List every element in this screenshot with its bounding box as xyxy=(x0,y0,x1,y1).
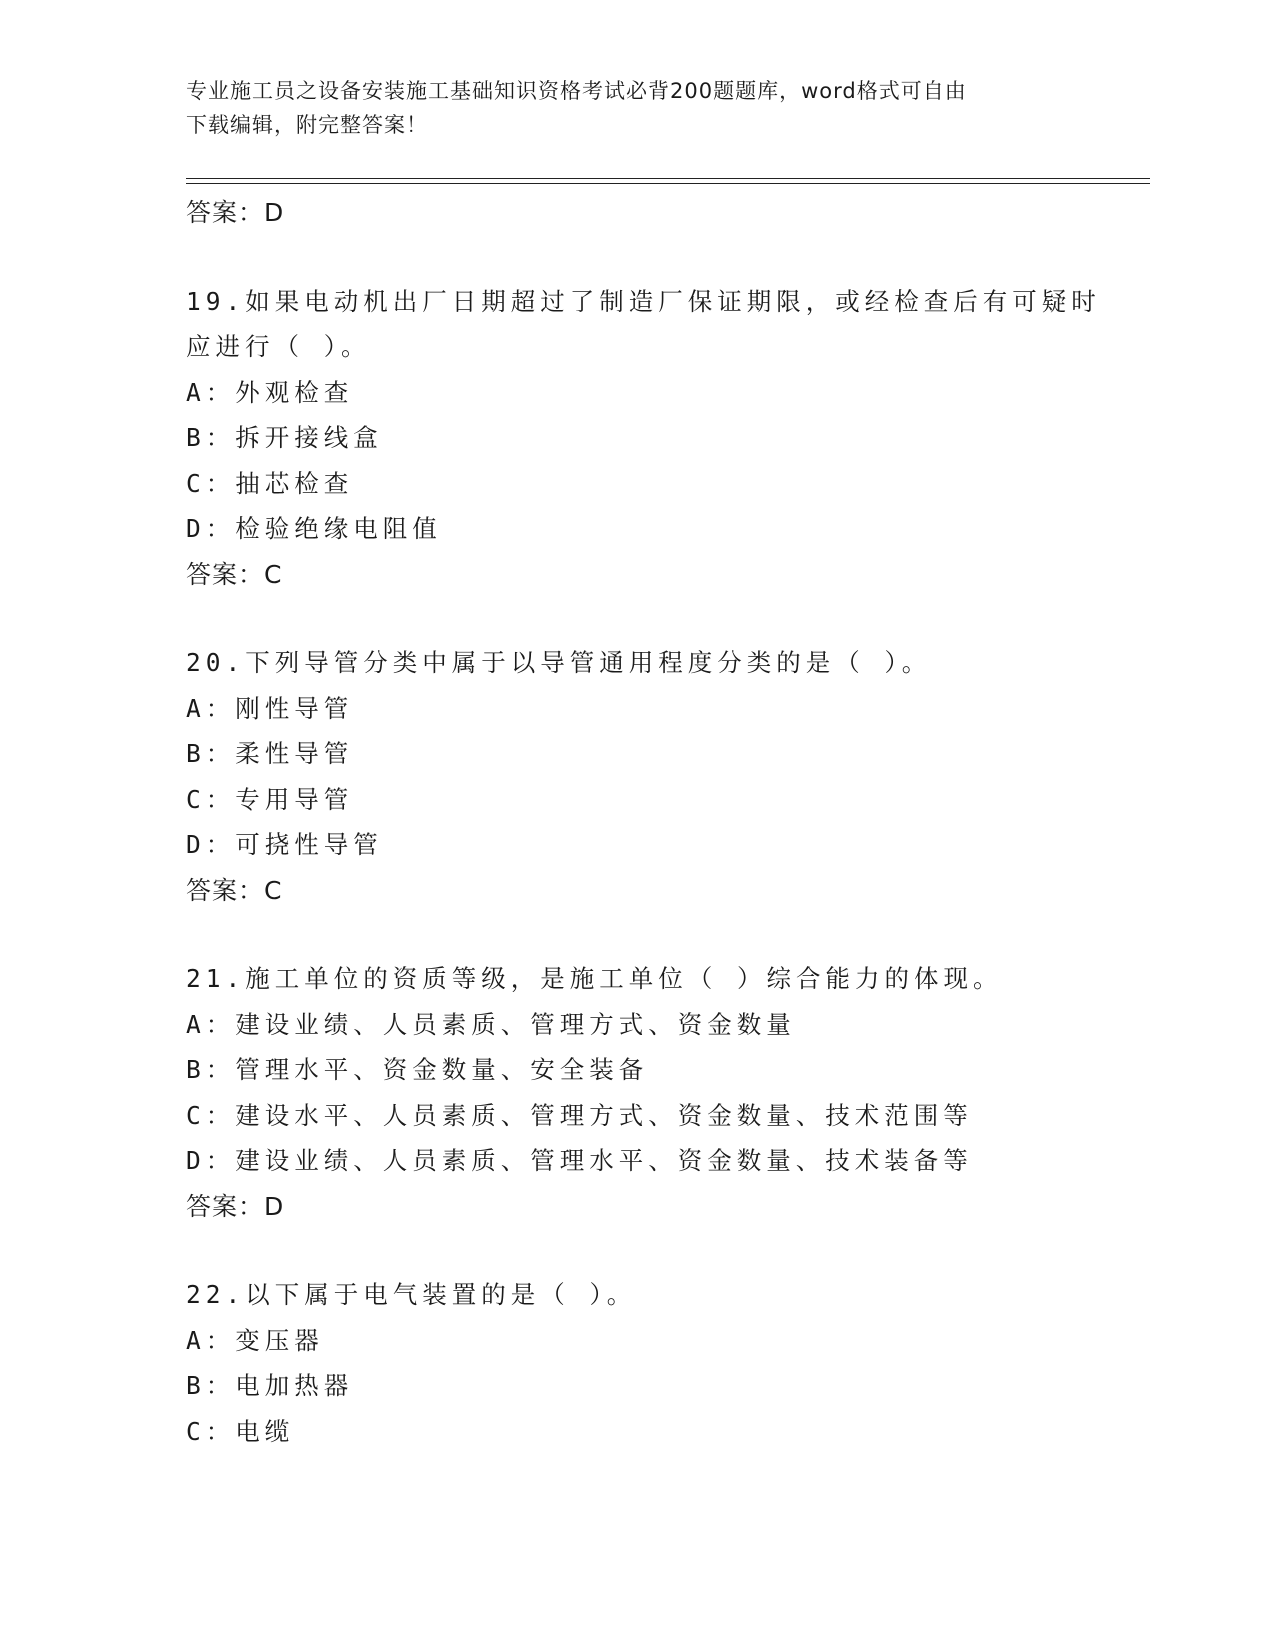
option-a: A：刚性导管 xyxy=(186,693,354,723)
question-stem: 20.下列导管分类中属于以导管通用程度分类的是（ ）。 xyxy=(186,648,932,677)
previous-answer: 答案：D xyxy=(186,198,285,227)
option-b: B：电加热器 xyxy=(186,1371,354,1400)
option-a: A：外观检查 xyxy=(186,377,354,407)
option-d: D：检验绝缘电阻值 xyxy=(186,514,442,543)
question-list xyxy=(186,190,1146,1454)
header-line-2: 下载编辑，附完整答案！ xyxy=(186,113,428,137)
option-d: D：可挠性导管 xyxy=(186,830,383,859)
question-stem: 22.以下属于电气装置的是（ ）。 xyxy=(186,1280,637,1309)
question-stem: 19.如果电动机出厂日期超过了制造厂保证期限，或经检查后有可疑时 xyxy=(186,286,1101,316)
option-b: B：拆开接线盒 xyxy=(186,423,383,452)
header-divider-bottom xyxy=(186,183,1150,184)
option-c: C：抽芯检查 xyxy=(186,468,354,498)
question-20 xyxy=(186,640,1146,913)
spacer xyxy=(186,913,1146,956)
option-c: C：建设水平、人员素质、管理方式、资金数量、技术范围等 xyxy=(186,1100,973,1130)
question-stem: 应进行（ ）。 xyxy=(186,332,371,361)
question-19 xyxy=(186,279,1146,598)
spacer xyxy=(186,236,1146,279)
question-22 xyxy=(186,1272,1146,1454)
header-line-1: 专业施工员之设备安装施工基础知识资格考试必背200题题库，word格式可自由 xyxy=(186,79,967,103)
question-21 xyxy=(186,956,1146,1229)
option-d: D：建设业绩、人员素质、管理水平、资金数量、技术装备等 xyxy=(186,1146,973,1175)
header-divider-top xyxy=(186,178,1150,179)
answer: 答案：D xyxy=(186,1191,285,1221)
answer: 答案：C xyxy=(186,875,283,905)
spacer xyxy=(186,597,1146,640)
document-header xyxy=(186,74,1066,142)
option-a: A：变压器 xyxy=(186,1325,324,1355)
option-b: B：管理水平、资金数量、安全装备 xyxy=(186,1055,649,1084)
option-a: A：建设业绩、人员素质、管理方式、资金数量 xyxy=(186,1009,796,1039)
spacer xyxy=(186,1229,1146,1272)
answer: 答案：C xyxy=(186,559,283,589)
option-c: C：电缆 xyxy=(186,1416,295,1446)
option-b: B：柔性导管 xyxy=(186,739,354,768)
option-c: C：专用导管 xyxy=(186,784,354,814)
question-stem: 21.施工单位的资质等级，是施工单位（ ）综合能力的体现。 xyxy=(186,964,1003,993)
